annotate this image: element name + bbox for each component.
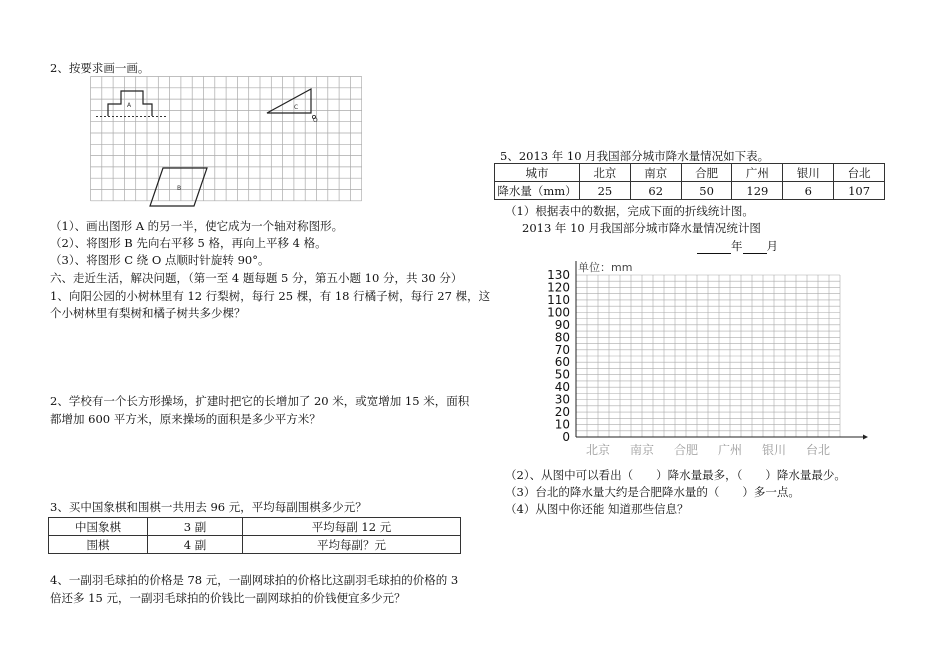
table-cell: 129	[732, 182, 783, 200]
table-header-cell: 北京	[580, 164, 631, 182]
x-tick-label: 合肥	[673, 443, 699, 457]
q5-item-4: （4）从图中你还能 知道那些信息？	[505, 502, 689, 516]
y-tick-label: 30	[554, 392, 570, 407]
y-axis-ticks	[547, 268, 570, 444]
shape-b-label: B	[177, 185, 182, 192]
y-tick-label: 90	[554, 317, 570, 332]
x-axis-arrowhead-icon	[863, 435, 868, 440]
x-tick-label: 银川	[761, 443, 787, 457]
q5-title: 5、2013 年 10 月我国部分城市降水量情况如下表。	[500, 149, 770, 163]
y-tick-label: 40	[554, 380, 570, 395]
problem4-line1: 4、一副羽毛球拍的价格是 78 元，一副网球拍的价格比这副羽毛球拍的价格的 3	[50, 573, 459, 587]
table-cell: 降水量（mm）	[495, 182, 580, 200]
y-tick-label: 130	[547, 268, 570, 282]
x-tick-label: 北京	[585, 443, 611, 457]
table-cell: 25	[580, 182, 631, 200]
table-cell: 4 副	[148, 536, 243, 554]
chess-table	[48, 517, 461, 554]
chart-grid	[576, 261, 840, 437]
table-row	[49, 536, 461, 554]
table-header-cell: 合肥	[681, 164, 732, 182]
table-cell: 50	[681, 182, 732, 200]
x-tick-label: 台北	[805, 443, 831, 457]
y-axis-label: 单位：mm	[578, 261, 633, 274]
month-blank	[743, 241, 767, 254]
y-tick-label: 100	[547, 305, 570, 320]
shape-c-label: C	[294, 104, 299, 111]
chart-date-line	[697, 238, 778, 254]
x-axis-ticks	[586, 442, 830, 457]
x-tick-label: 广州	[717, 443, 743, 457]
problem1-line2: 个小树林里有梨树和橘子树共多少棵？	[50, 306, 246, 320]
table-header-cell: 台北	[834, 164, 885, 182]
table-cell: 中国象棋	[49, 518, 148, 536]
table-cell: 107	[834, 182, 885, 200]
table-header-cell: 广州	[732, 164, 783, 182]
drawing-grid	[90, 76, 362, 210]
table-row	[49, 518, 461, 536]
problem2-line2: 都增加 600 平方米，原来操场的面积是多少平方米？	[50, 412, 321, 426]
table-cell: 3 副	[148, 518, 243, 536]
q2-title: 2、按要求画一画。	[50, 61, 150, 75]
shape-a-label: A	[127, 102, 132, 109]
table-cell: 6	[783, 182, 834, 200]
q2-item-3: （3）、将图形 C 绕 O 点顺时针旋转 90°。	[50, 253, 270, 267]
q2-item-1: （1）、画出图形 A 的另一半，使它成为一个轴对称图形。	[50, 219, 344, 233]
y-tick-label: 110	[547, 292, 570, 307]
y-tick-label: 70	[554, 342, 570, 357]
table-header-cell: 南京	[630, 164, 681, 182]
y-tick-label: 0	[562, 430, 570, 444]
year-label: 年	[731, 239, 743, 253]
y-tick-label: 50	[554, 367, 570, 382]
problem4-line2: 倍还多 15 元，一副羽毛球拍的价钱比一副网球拍的价钱便宜多少元？	[50, 591, 406, 605]
y-tick-label: 20	[554, 405, 570, 420]
q5-item-1: （1）根据表中的数据，完成下面的折线统计图。	[505, 204, 754, 218]
q2-item-2: （2）、将图形 B 先向右平移 5 格，再向上平移 4 格。	[50, 236, 327, 250]
problem2-line1: 2、学校有一个长方形操场，扩建时把它的长增加了 20 米，或宽增加 15 米，面积	[50, 394, 470, 408]
x-tick-label: 南京	[629, 443, 655, 457]
table-header-cell: 银川	[783, 164, 834, 182]
y-tick-label: 10	[554, 417, 570, 432]
rainfall-line-chart	[540, 255, 870, 465]
y-tick-label: 80	[554, 330, 570, 345]
table-header-row	[495, 164, 885, 182]
year-blank	[697, 241, 731, 254]
problem1-line1: 1、向阳公园的小树林里有 12 行梨树，每行 25 棵，有 18 行橘子树，每行 27 棵，这	[50, 289, 491, 303]
point-o-label: O	[313, 117, 318, 124]
shape-c	[267, 89, 311, 113]
table-header-cell: 城市	[495, 164, 580, 182]
table-cell: 平均每副 12 元	[243, 518, 461, 536]
y-tick-label: 120	[547, 280, 570, 295]
table-cell: 围棋	[49, 536, 148, 554]
problem3-title: 3、买中国象棋和围棋一共用去 96 元，平均每副围棋多少元？	[50, 500, 367, 514]
month-label: 月	[766, 239, 778, 253]
y-tick-label: 60	[554, 355, 570, 370]
table-cell: 平均每副？元	[243, 536, 461, 554]
rainfall-table	[494, 163, 885, 200]
section6-title: 六、走近生活，解决问题，（第一至 4 题每题 5 分，第五小题 10 分，共 30 分）	[50, 271, 463, 285]
chart-title: 2013 年 10 月我国部分城市降水量情况统计图	[522, 221, 761, 235]
q5-item-2: （2）、从图中可以看出（ ）降水量最多，（ ）降水量最少。	[505, 468, 846, 482]
table-row	[495, 182, 885, 200]
table-cell: 62	[630, 182, 681, 200]
q5-item-3: （3）台北的降水量大约是合肥降水量的（ ）多一点。	[505, 485, 800, 499]
